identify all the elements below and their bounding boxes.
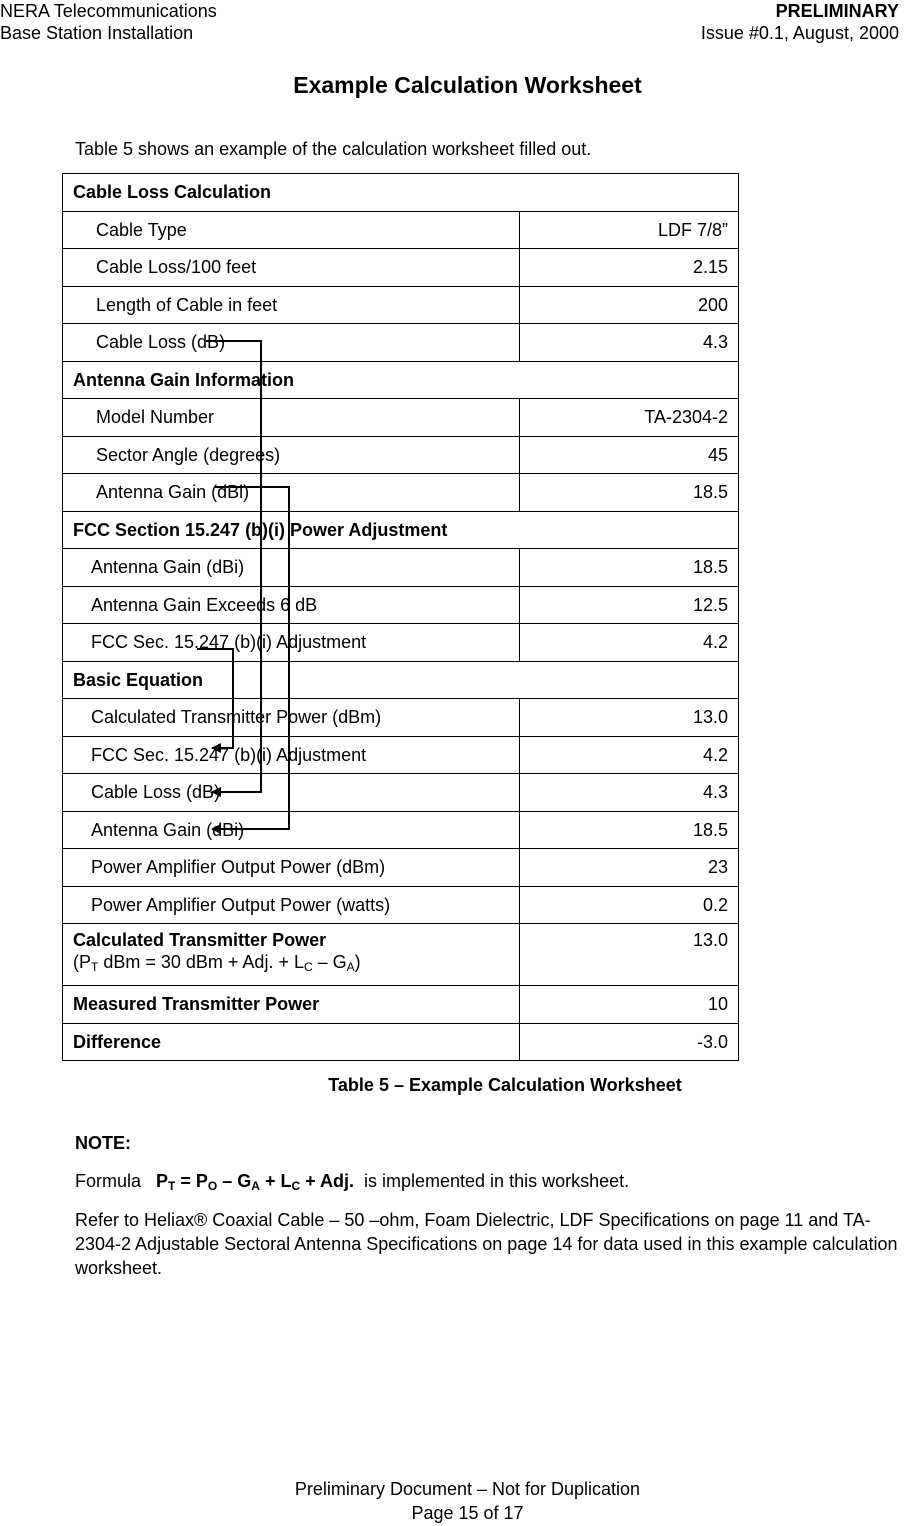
cable-section-heading: Cable Loss Calculation [63,174,739,212]
table-row [63,736,739,774]
note-reference: Refer to Heliax® Coaxial Cable – 50 –ohm, Foam Dielectric, LDF Specifications on page 11 and TA-2304-2 Adjustable Sectoral Antenna Specifications on page 14 for data used in this example calculation worksheet. [75,1210,898,1278]
row-label: FCC Sec. 15.247 (b)(i) Adjustment [63,624,520,662]
row-value: 45 [520,436,739,474]
page-title: Example Calculation Worksheet [293,72,642,98]
row-value: LDF 7/8” [520,211,739,249]
row-value: 18.5 [520,549,739,587]
row-label: Sector Angle (degrees) [63,436,520,474]
section-row-fcc [63,511,739,549]
row-value: 18.5 [520,811,739,849]
table-row [63,474,739,512]
row-value: 18.5 [520,474,739,512]
table-row [63,436,739,474]
difference-value: -3.0 [520,1023,739,1061]
measured-power-row [63,986,739,1024]
row-value: 200 [520,286,739,324]
table-row [63,399,739,437]
formula-expression: $P_T = P_O - G_A + L_C$ + Adj. [156,1171,354,1193]
intro-text: Table 5 shows an example of the calculation worksheet filled out. [75,139,592,159]
formula-prefix: Formula [75,1171,142,1191]
section-row-basic [63,661,739,699]
row-label: Cable Type [63,211,520,249]
row-value: 4.2 [520,736,739,774]
table-caption: Table 5 – Example Calculation Worksheet [328,1075,682,1095]
calculated-power-label-cell [63,924,520,986]
table-row [63,586,739,624]
calculated-power-formula: ($P_T$ dBm = 30 dBm + Adj. + $L_C - G_A$) [73,952,361,974]
difference-row [63,1023,739,1061]
difference-label: Difference [63,1023,520,1061]
row-value: 2.15 [520,249,739,287]
calculated-power-row [63,924,739,986]
calculation-worksheet-table [62,173,739,1061]
row-value: 12.5 [520,586,739,624]
section-row-cable [63,174,739,212]
calculated-power-label: Calculated Transmitter Power [73,930,327,950]
row-label: Power Amplifier Output Power (dBm) [63,849,520,887]
table-row [63,849,739,887]
row-label: Antenna Gain Exceeds 6 dB [63,586,520,624]
row-label: FCC Sec. 15.247 (b)(i) Adjustment [63,736,520,774]
table-row [63,211,739,249]
row-label: Cable Loss (dB) [63,324,520,362]
header-status: PRELIMINARY [775,1,899,21]
row-label: Antenna Gain (dBi) [63,474,520,512]
header-section: Base Station Installation [0,23,194,43]
section-row-antenna [63,361,739,399]
table-row [63,624,739,662]
header-issue: Issue #0.1, August, 2000 [700,23,899,43]
table-row [63,811,739,849]
header-company: NERA Telecommunications [0,1,217,21]
row-label: Antenna Gain (dBi) [63,811,520,849]
table-row [63,774,739,812]
row-value: 4.3 [520,324,739,362]
table-row [63,286,739,324]
row-label: Length of Cable in feet [63,286,520,324]
row-value: 13.0 [520,699,739,737]
table-row [63,549,739,587]
table-row [63,886,739,924]
table-row [63,249,739,287]
calculated-power-value: 13.0 [520,924,739,986]
row-label: Antenna Gain (dBi) [63,549,520,587]
row-value: 4.3 [520,774,739,812]
formula-suffix: is implemented in this worksheet. [364,1171,630,1191]
note-formula-line [75,1169,629,1193]
row-value: 23 [520,849,739,887]
row-label: Cable Loss/100 feet [63,249,520,287]
table-row [63,324,739,362]
measured-power-label: Measured Transmitter Power [63,986,520,1024]
basic-section-heading: Basic Equation [63,661,739,699]
fcc-section-heading: FCC Section 15.247 (b)(i) Power Adjustment [63,511,739,549]
row-value: TA-2304-2 [520,399,739,437]
row-label: Model Number [63,399,520,437]
footer-page-number: Page 15 of 17 [411,1503,524,1523]
measured-power-value: 10 [520,986,739,1024]
row-label: Calculated Transmitter Power (dBm) [63,699,520,737]
antenna-section-heading: Antenna Gain Information [63,361,739,399]
footer-notice: Preliminary Document – Not for Duplication [294,1479,641,1499]
table-row [63,699,739,737]
row-value: 4.2 [520,624,739,662]
row-value: 0.2 [520,886,739,924]
row-label: Power Amplifier Output Power (watts) [63,886,520,924]
row-label: Cable Loss (dB) [63,774,520,812]
note-heading: NOTE: [75,1133,131,1153]
